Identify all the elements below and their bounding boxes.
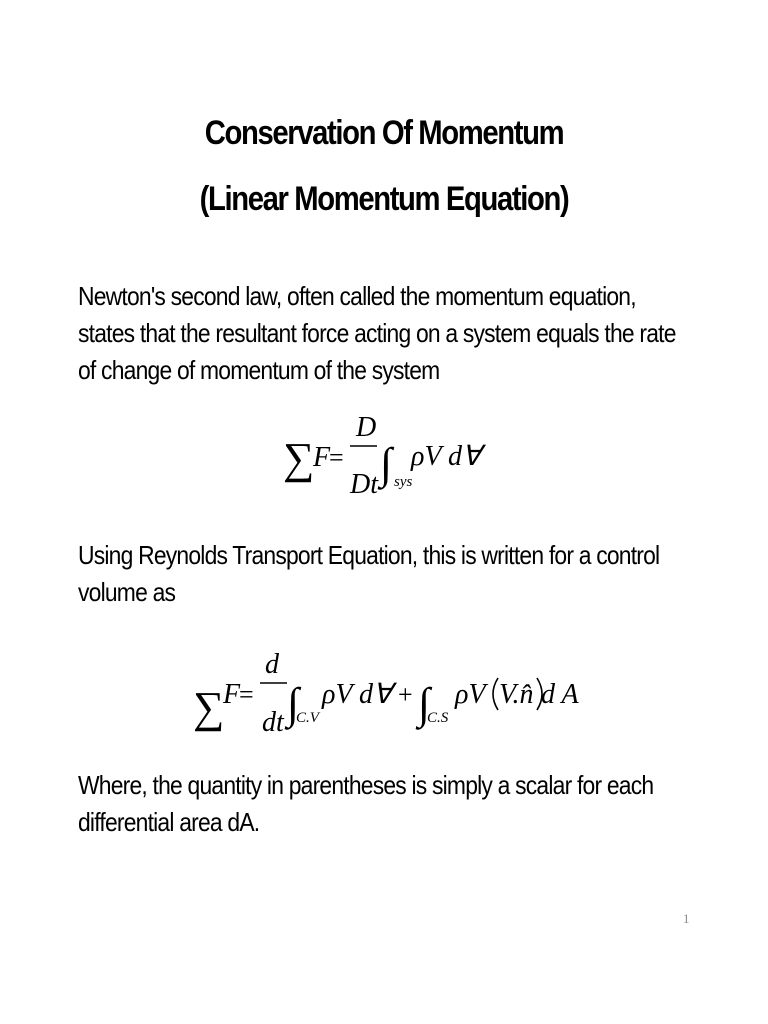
summation-symbol: ∑	[193, 683, 225, 732]
dot-product: V.n̂	[499, 679, 534, 710]
integral-sign: ∫	[380, 439, 393, 488]
force-symbol: F	[313, 442, 331, 473]
integral-subscript: C.S	[427, 710, 449, 726]
force-symbol: F	[223, 679, 241, 710]
paragraph-line: Using Reynolds Transport Equation, this is written for a control	[78, 540, 660, 570]
paragraph-line: Newton's second law, often called the momentum equation,	[78, 281, 636, 311]
fraction-denominator: Dt	[350, 469, 378, 500]
paragraph-line: states that the resultant force acting on a system equals the rate	[78, 318, 676, 348]
paragraph-line: volume as	[78, 577, 176, 607]
fraction-numerator: D	[356, 412, 377, 443]
integral-subscript: C.V	[296, 710, 319, 726]
slide-title-line-2: (Linear Momentum Equation)	[199, 180, 569, 218]
area-differential: d A	[541, 679, 579, 710]
integral-sign: ∫	[287, 679, 300, 728]
integrand: ρV d∀	[322, 679, 393, 710]
integrand: ρV d∀	[411, 441, 482, 472]
integrand: ρV	[455, 679, 486, 710]
summation-symbol: ∑	[283, 434, 315, 483]
equals-sign: =	[329, 443, 344, 472]
paragraph-line: differential area dA.	[78, 807, 260, 837]
paragraph-line: of change of momentum of the system	[78, 355, 440, 385]
paragraph-reynolds-transport	[78, 537, 758, 611]
integral-sign: ∫	[418, 679, 431, 728]
fraction-denominator: dt	[262, 707, 284, 738]
page-number: 1	[683, 911, 690, 926]
left-parenthesis	[493, 678, 498, 710]
paragraph-line: Where, the quantity in parentheses is simply a scalar for each	[78, 770, 654, 800]
integral-subscript: sys	[394, 474, 413, 490]
paragraph-newtons-law	[78, 278, 758, 389]
plus-sign: +	[398, 680, 413, 709]
slide-title-line-1: Conservation Of Momentum	[204, 114, 564, 152]
paragraph-where	[78, 767, 758, 841]
right-parenthesis	[537, 678, 542, 710]
equals-sign: =	[239, 680, 254, 709]
fraction-numerator: d	[265, 649, 279, 680]
